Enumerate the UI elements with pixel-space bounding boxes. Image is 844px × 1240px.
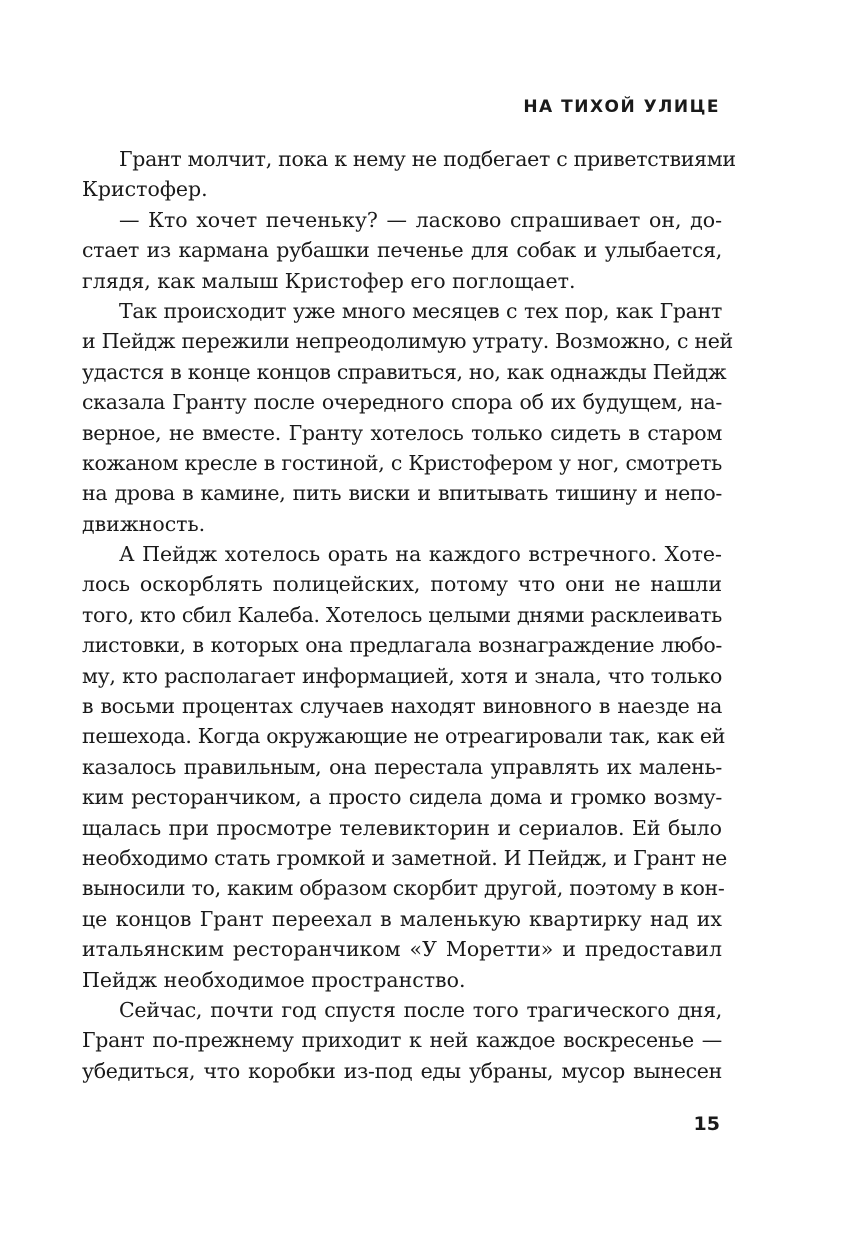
text-line: Пейдж необходимое пространство. — [82, 967, 466, 992]
text-line: стает из кармана рубашки печенье для собак и улыбается, — [82, 238, 722, 263]
text-line: кожаном кресле в гостиной, с Кристофером у ног, смотреть — [82, 450, 722, 475]
text-line: верное, не вместе. Гранту хотелось только сидеть в старом — [82, 420, 722, 445]
text-line: Так происходит уже много месяцев с тех пор, как Грант — [119, 298, 722, 323]
text-line: необходимо стать громкой и заметной. И Пейдж, и Грант не — [82, 845, 727, 870]
text-line: Кристофер. — [82, 177, 208, 202]
text-line: ким ресторанчиком, а просто сидела дома и громко возму- — [82, 785, 722, 810]
text-line: итальянским ресторанчиком «У Моретти» и предоставил — [82, 937, 722, 962]
text-line: Грант по-прежнему приходит к ней каждое воскресенье — — [82, 1028, 722, 1053]
page-number: 15 — [693, 1113, 720, 1135]
text-line: и Пейдж пережили непреодолимую утрату. Возможно, с ней — [82, 329, 733, 354]
text-line: — Кто хочет печеньку? — ласково спрашивает он, до- — [119, 207, 722, 232]
paragraph — [82, 205, 722, 296]
text-line: глядя, как малыш Кристофер его поглощает. — [82, 268, 576, 293]
text-line: му, кто располагает информацией, хотя и знала, что только — [82, 663, 722, 688]
text-line: лось оскорблять полицейских, потому что они не нашли — [82, 572, 722, 597]
text-line: Сейчас, почти год спустя после того трагического дня, — [119, 997, 722, 1022]
paragraph — [82, 995, 722, 1086]
text-line: листовки, в которых она предлагала вознаграждение любо- — [82, 633, 722, 658]
text-line: убедиться, что коробки из-под еды убраны, мусор вынесен — [82, 1058, 722, 1083]
text-line: пешехода. Когда окружающие не отреагировали так, как ей — [82, 724, 726, 749]
text-line: в восьми процентах случаев находят виновного в наезде на — [82, 694, 722, 719]
running-head: НА ТИХОЙ УЛИЦЕ — [523, 97, 720, 117]
text-line: щалась при просмотре телевикторин и сериалов. Ей было — [82, 815, 722, 840]
text-line: це концов Грант переехал в маленькую квартирку над их — [82, 906, 722, 931]
text-line: движность. — [82, 511, 206, 536]
paragraph — [82, 144, 736, 205]
text-line: Грант молчит, пока к нему не подбегает с приветствиями — [119, 147, 736, 171]
paragraph — [82, 539, 727, 995]
text-line: казалось правильным, она перестала управлять их малень- — [82, 754, 722, 779]
text-line: того, кто сбил Калеба. Хотелось целыми днями расклеивать — [82, 602, 722, 627]
text-line: на дрова в камине, пить виски и впитывать тишину и непо- — [82, 481, 722, 506]
body-text — [82, 144, 736, 1086]
text-line: выносили то, каким образом скорбит другой, поэтому в кон- — [82, 876, 725, 901]
paragraph — [82, 296, 733, 539]
text-line: удастся в конце концов справиться, но, как однажды Пейдж — [82, 359, 727, 384]
text-line: А Пейдж хотелось орать на каждого встречного. Хоте- — [119, 542, 722, 567]
text-line: сказала Гранту после очередного спора об их будущем, на- — [82, 390, 722, 415]
